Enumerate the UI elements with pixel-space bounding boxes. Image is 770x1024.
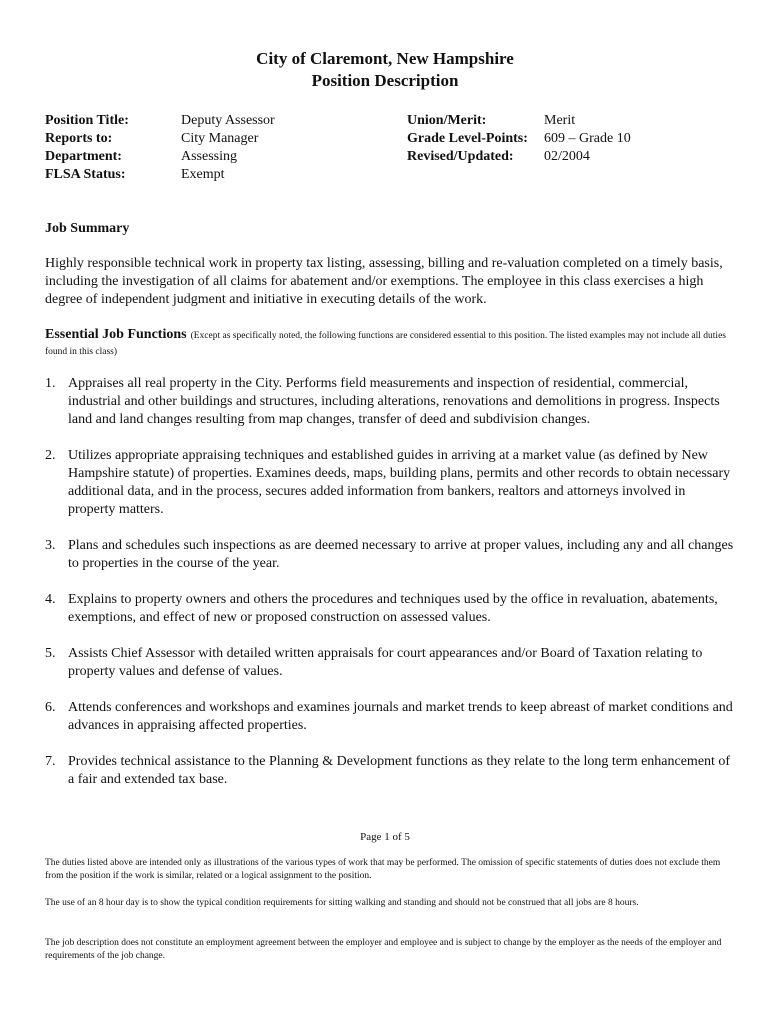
info-label: Revised/Updated: [407, 149, 514, 164]
list-item-number: 6. [45, 700, 56, 715]
essential-functions-title: Essential Job Functions [45, 327, 187, 342]
list-item-number: 7. [45, 754, 56, 769]
essential-functions-heading [45, 327, 735, 359]
list-item-text: Plans and schedules such inspections as are deemed necessary to arrive at proper values, including any and all changes to properties in the course of the year. [68, 538, 734, 571]
info-value: 609 – Grade 10 [544, 131, 631, 146]
info-label: Position Title: [45, 113, 129, 128]
list-item-number: 4. [45, 592, 56, 607]
list-item-number: 2. [45, 448, 56, 463]
list-item-number: 3. [45, 538, 56, 553]
info-row [45, 112, 275, 130]
info-label: Union/Merit: [407, 113, 487, 128]
list-item-text: Provides technical assistance to the Planning & Development functions as they relate to the long term enhancement of a fair and extended tax base. [68, 754, 731, 787]
list-item-text: Attends conferences and workshops and examines journals and market trends to keep abreast of market conditions and advances in appraising affected properties. [68, 700, 733, 733]
list-item [45, 753, 735, 789]
info-label: Reports to: [45, 131, 113, 146]
job-summary-text: Highly responsible technical work in property tax listing, assessing, billing and re-valuation completed on a timely basis, including the investigation of all claims for abatement and/or exemptions. The employee in this class exercises a high degree of independent judgment and initiative in executing details of the work. [45, 256, 723, 307]
info-row [407, 130, 631, 148]
essential-functions-note: (Except as specifically noted, the following functions are considered essential to this position. The listed examples may not include all duties found in this class) [45, 331, 726, 357]
info-value: 02/2004 [544, 149, 590, 164]
list-item [45, 537, 735, 573]
list-item-text: Utilizes appropriate appraising techniques and established guides in arriving at a market value (as defined by New Hampshire statute) of properties. Examines deeds, maps, building plans, permits and other records to obtain necessary additional data, and in the process, secures added information from bankers, realtors and attorneys involved in property matters. [68, 448, 731, 517]
list-item-text: Appraises all real property in the City. Performs field measurements and inspection of residential, commercial, industrial and other buildings and structures, including alterations, renovations and demolitions in progress. Inspects land and land changes resulting from map changes, transfer of deed and subdivision changes. [68, 376, 720, 427]
info-label: FLSA Status: [45, 167, 126, 182]
list-item [45, 591, 735, 627]
list-item-text: Explains to property owners and others the procedures and techniques used by the office in revaluation, abatements, exemptions, and effect of new or proposed construction on assessed values. [68, 592, 718, 625]
info-label: Department: [45, 149, 122, 164]
info-value: Merit [544, 113, 576, 128]
footnote: The job description does not constitute an employment agreement between the employer and employee and is subject to change by the employer as the needs of the employer and requirements of the job change. [45, 938, 722, 961]
list-item [45, 699, 735, 735]
info-label: Grade Level-Points: [407, 131, 528, 146]
info-row [45, 166, 275, 184]
list-item [45, 645, 735, 681]
list-item-number: 1. [45, 376, 56, 391]
position-info-left [45, 112, 275, 184]
info-row [45, 130, 275, 148]
position-info-right [407, 112, 631, 166]
document-header [0, 48, 770, 92]
document-subtitle: Position Description [311, 71, 459, 90]
info-value: Deputy Assessor [181, 113, 275, 128]
footnote: The use of an 8 hour day is to show the typical condition requirements for sitting walking and standing and should not be construed that all jobs are 8 hours. [45, 898, 639, 908]
info-value: Exempt [181, 167, 225, 182]
list-item [45, 447, 735, 519]
document-title: City of Claremont, New Hampshire [256, 49, 514, 68]
footnote: The duties listed above are intended only as illustrations of the various types of work that may be performed. The omission of specific statements of duties does not exclude them from the position if the work is similar, related or a logical assignment to the position. [45, 858, 721, 881]
info-row [407, 148, 631, 166]
list-item [45, 375, 735, 429]
job-summary-heading: Job Summary [45, 221, 130, 236]
info-row [45, 148, 275, 166]
list-item-text: Assists Chief Assessor with detailed written appraisals for court appearances and/or Board of Taxation relating to property values and defense of values. [68, 646, 703, 679]
info-row [407, 112, 631, 130]
essential-functions-list [45, 375, 735, 807]
list-item-number: 5. [45, 646, 56, 661]
info-value: Assessing [181, 149, 238, 164]
info-value: City Manager [181, 131, 259, 146]
page-number: Page 1 of 5 [360, 831, 410, 843]
